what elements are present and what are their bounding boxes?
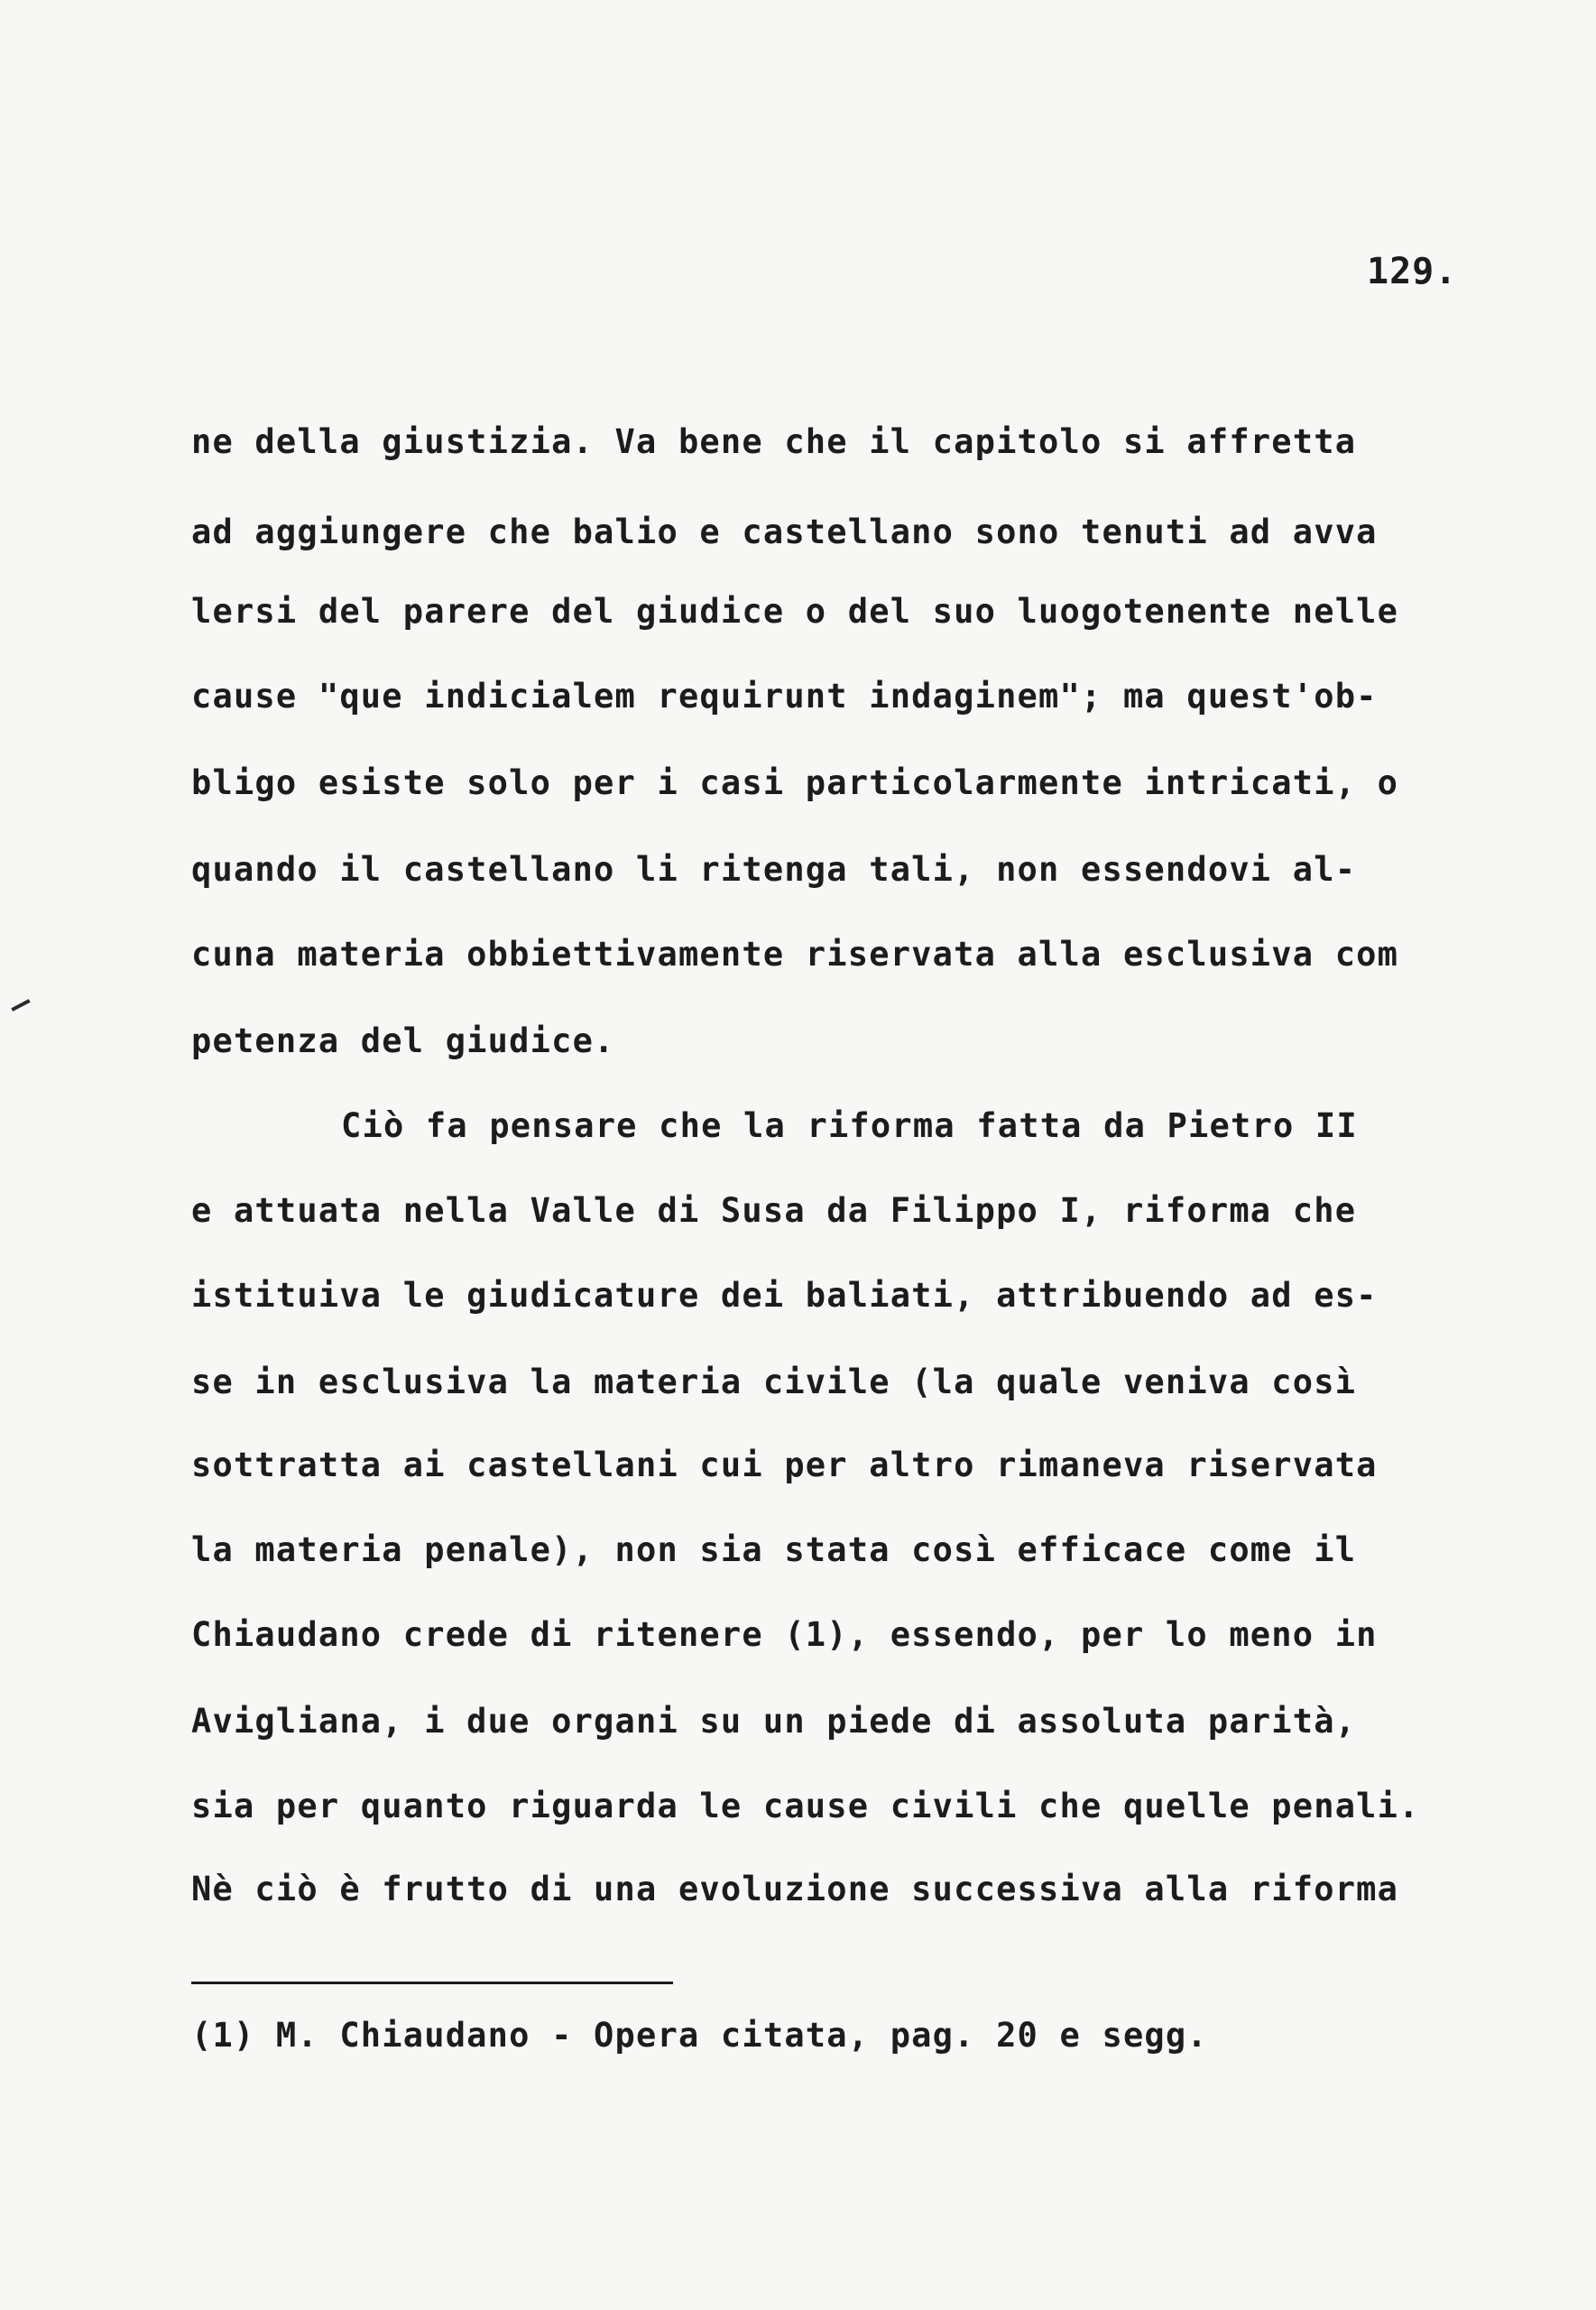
body-line-17: sia per quanto riguarda le cause civili che quelle penali. (191, 1787, 1420, 1825)
footnote-separator (191, 1982, 673, 1984)
footnote: (1) M. Chiaudano - Opera citata, pag. 20 e segg. (191, 2016, 1208, 2055)
body-line-16: Avigliana, i due organi su un piede di assoluta parità, (191, 1702, 1357, 1741)
body-line-15: Chiaudano crede di ritenere (1), essendo, per lo meno in (191, 1615, 1378, 1654)
body-line-13: sottratta ai castellani cui per altro rimaneva riservata (191, 1446, 1378, 1484)
body-line-3: lersi del parere del giudice o del suo luogotenente nelle (191, 592, 1399, 631)
body-line-5: bligo esiste solo per i casi particolarmente intricati, o (191, 763, 1399, 802)
body-line-14: la materia penale), non sia stata così efficace come il (191, 1530, 1357, 1569)
body-line-1: ne della giustizia. Va bene che il capitolo si affretta (191, 422, 1357, 461)
page-number: 129. (1367, 251, 1458, 292)
body-line-10: e attuata nella Valle di Susa da Filippo I, riforma che (191, 1191, 1357, 1230)
body-line-18: Nè ciò è frutto di una evoluzione successiva alla riforma (191, 1870, 1399, 1908)
stray-ink-mark (11, 999, 30, 1012)
body-line-11: istituiva le giudicature dei baliati, attribuendo ad es- (191, 1276, 1378, 1315)
body-line-8: petenza del giudice. (191, 1021, 615, 1060)
body-line-9: Ciò fa pensare che la riforma fatta da Pietro II (341, 1106, 1358, 1145)
body-line-2: ad aggiungere che balio e castellano sono tenuti ad avva (191, 513, 1378, 551)
body-line-7: cuna materia obbiettivamente riservata alla esclusiva com (191, 935, 1399, 974)
body-line-12: se in esclusiva la materia civile (la quale veniva così (191, 1363, 1357, 1401)
body-line-4: cause "que indicialem requirunt indaginem"; ma quest'ob- (191, 677, 1378, 716)
body-line-6: quando il castellano li ritenga tali, non essendovi al- (191, 850, 1357, 889)
